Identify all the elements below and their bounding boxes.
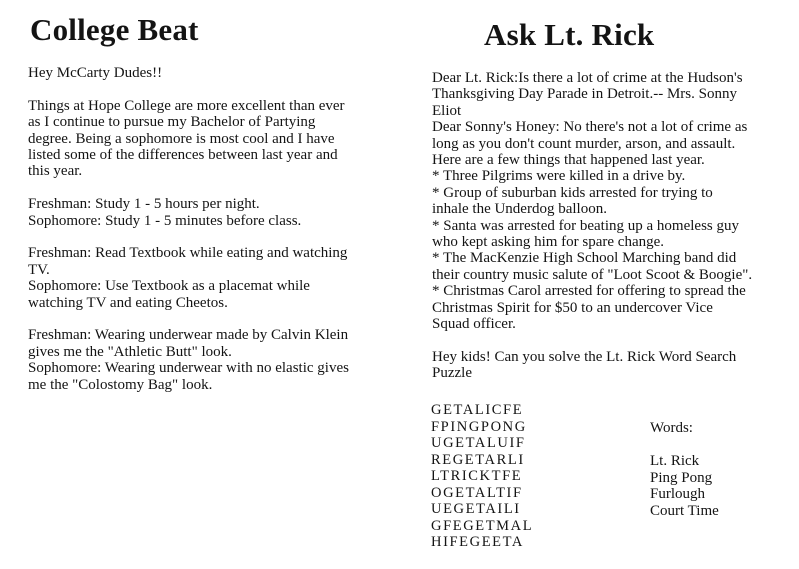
letter-line: * The MacKenzie High School Marching band did: [432, 250, 737, 267]
puzzle-row: FPINGPONG: [431, 418, 527, 435]
word-search-grid: [431, 402, 533, 551]
letter-line: Dear Lt. Rick:Is there a lot of crime at the Hudson's: [432, 70, 743, 86]
letter-line: Squad officer.: [432, 316, 516, 333]
letter-line: Christmas Spirit for $50 to an undercover Vice: [432, 299, 713, 316]
word-list: [650, 420, 719, 519]
word-list-item: Furlough: [650, 486, 706, 502]
intro-line: listed some of the differences between last year and: [28, 147, 338, 164]
comparison-line: Freshman: Study 1 - 5 hours per night.: [28, 196, 260, 213]
letter-line: Dear Sonny's Honey: No there's not a lot of crime as: [432, 119, 748, 136]
intro-line: degree. Being a sophomore is most cool and I have: [28, 130, 335, 147]
letter-line: who kept asking him for spare change.: [432, 234, 665, 251]
comparison-line: gives me the "Athletic Butt" look.: [28, 343, 232, 360]
comparison-line: TV.: [28, 261, 50, 278]
comparison-line: Sophomore: Study 1 - 5 minutes before class.: [28, 212, 302, 229]
letter-line: * Santa was arrested for beating up a homeless guy: [432, 217, 739, 234]
comparison-line: Sophomore: Use Textbook as a placemat while: [28, 278, 310, 295]
word-list-item: Ping Pong: [650, 469, 713, 486]
puzzle-row: HIFEGEETA: [431, 534, 524, 550]
puzzle-row: GFEGETMAL: [431, 517, 534, 534]
puzzle-row: UGETALUIF: [431, 435, 526, 451]
comparison-line: Sophomore: Wearing underwear with no elastic gives: [28, 360, 349, 377]
comparison-line: watching TV and eating Cheetos.: [28, 294, 228, 311]
letter-line: Thanksgiving Day Parade in Detroit.-- Mrs. Sonny: [432, 86, 737, 103]
college-beat-title: College Beat: [30, 12, 199, 47]
comparison-textbook: [28, 245, 373, 311]
letter-line: * Christmas Carol arrested for offering to spread the: [432, 283, 746, 300]
letter-line: * Three Pilgrims were killed in a drive by.: [432, 168, 686, 185]
letter-line: inhale the Underdog balloon.: [432, 201, 607, 218]
intro-paragraph: [28, 98, 373, 180]
puzzle-intro: [432, 349, 782, 382]
comparison-study: [28, 196, 373, 229]
letter-line: * Group of suburban kids arrested for trying to: [432, 184, 713, 201]
word-list-item: Lt. Rick: [650, 453, 700, 469]
puzzle-intro-line: Hey kids! Can you solve the Lt. Rick Word Search: [432, 348, 737, 365]
word-list-item: Court Time: [650, 502, 719, 519]
puzzle-row: UEGETAILI: [431, 501, 521, 517]
ask-lt-rick-title: Ask Lt. Rick: [484, 17, 655, 52]
comparison-line: Freshman: Wearing underwear made by Calvin Klein: [28, 327, 349, 344]
ask-lt-rick-body: [432, 70, 782, 398]
intro-line: this year.: [28, 163, 83, 180]
intro-line: as I continue to pursue my Bachelor of Partying: [28, 114, 316, 131]
puzzle-row: GETALICFE: [431, 402, 524, 418]
comparison-underwear: [28, 327, 373, 393]
letter-line: Here are a few things that happened last year.: [432, 152, 705, 169]
puzzle-intro-line: Puzzle: [432, 365, 472, 382]
comparison-line: Freshman: Read Textbook while eating and watching: [28, 245, 348, 262]
letter-line: long as you don't count murder, arson, and assault.: [432, 135, 736, 152]
college-beat-body: [28, 65, 373, 409]
puzzle-row: OGETALTIF: [431, 484, 523, 501]
greeting: Hey McCarty Dudes!!: [28, 65, 163, 81]
letter: [432, 70, 782, 333]
puzzle-row: LTRICKTFE: [431, 468, 523, 484]
word-list-title: Words:: [650, 420, 693, 436]
letter-line: their country music salute of "Loot Scoot & Boogie".: [432, 266, 753, 283]
intro-line: Things at Hope College are more excellent than ever: [28, 97, 345, 114]
letter-line: Eliot: [432, 102, 462, 119]
column-divider: [404, 0, 405, 569]
puzzle-row: REGETARLI: [431, 451, 525, 468]
comparison-line: me the "Colostomy Bag" look.: [28, 376, 213, 393]
